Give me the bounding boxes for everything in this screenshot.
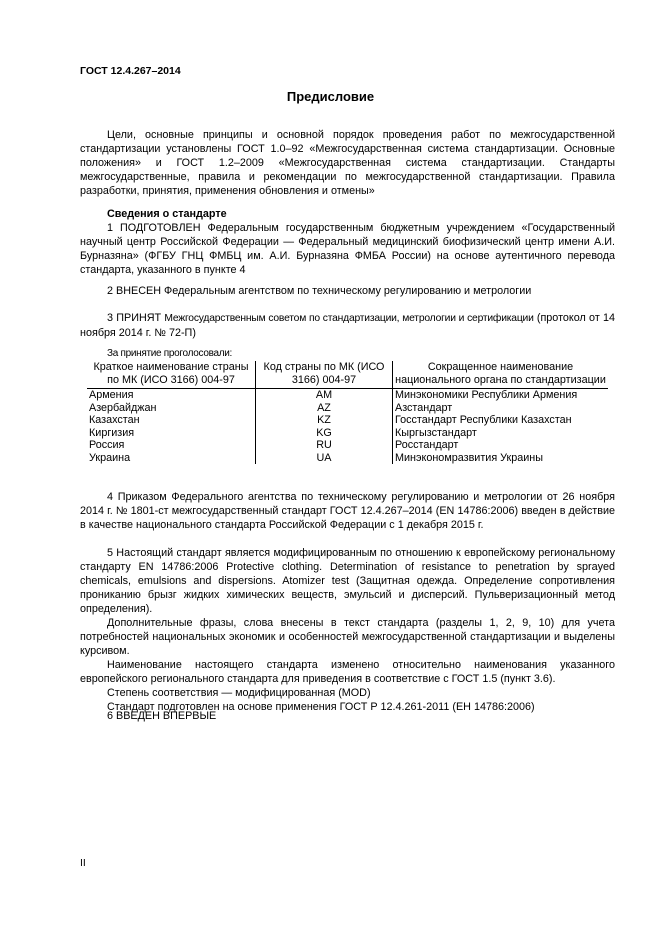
- cell-code: UA: [256, 452, 393, 465]
- item-modified-para-3: Наименование настоящего стандарта изменено относительно наименования указанного европейского регионального стандарта для приведения в соответствие с ГОСТ 1.5 (пункт 3.6).: [80, 659, 615, 685]
- item-modified-para-4: Степень соответствия — модифицированная (MOD): [107, 687, 371, 699]
- table-row: [87, 427, 608, 440]
- item-modified-para-1: 5 Настоящий стандарт является модифицированным по отношению к европейскому региональному стандарту EN 14786:2006 Protective clothing. Determination of resistance to penetration by sprayed chemicals, emulsions and dispersions. Atomizer test (Защитная одежда. Определение сопротивления прониканию брызг жидких химических веществ, эмульсий и дисперсий. Пульверизационный метод определения).: [80, 547, 615, 615]
- page-number: II: [80, 857, 86, 869]
- table-row: [87, 389, 608, 402]
- table-header-row: [87, 361, 608, 389]
- intro-paragraph: Цели, основные принципы и основной порядок проведения работ по межгосударственной стандартизации установлены ГОСТ 1.0–92 «Межгосударственная система стандартизации. Основные положения» и ГОСТ 1.2–2009 «Межгосударственная система стандартизации. Стандарты межгосударственные, правила и рекомендации по межгосударственной стандартизации. Правила разработки, принятия, применения обновления и отмены»: [80, 129, 615, 197]
- item-prepared: 1 ПОДГОТОВЛЕН Федеральным государственным бюджетным учреждением «Государственный научный центр Российской Федерации — Федеральный медицинский биофизический центр имени А.И. Бурназяна» (ФГБУ ГНЦ ФМБЦ им. А.И. Бурназяна ФМБА России) на основе аутентичного перевода стандарта, указанного в пункте 4: [80, 222, 615, 276]
- voted-label: За принятие проголосовали:: [107, 348, 233, 359]
- cell-country: Азербайджан: [87, 402, 256, 415]
- column-header-body: Сокращенное наименование национального органа по стандартизации: [393, 361, 609, 389]
- table-row: [87, 452, 608, 465]
- item-adopted-lead: 3 ПРИНЯТ: [107, 312, 162, 324]
- item-adopted-body: Межгосударственным советом по стандартизации, метрологии и сертификации: [164, 313, 534, 324]
- cell-country: Киргизия: [87, 427, 256, 440]
- cell-body: Росстандарт: [395, 439, 459, 451]
- item-introduced: 6 ВВЕДЕН ВПЕРВЫЕ: [107, 710, 217, 722]
- cell-country: Россия: [87, 439, 256, 452]
- item-enacted: 4 Приказом Федерального агентства по техническому регулированию и метрологии от 26 ноября 2014 г. № 1801-ст межгосударственный стандарт ГОСТ 12.4.267–2014 (EN 14786:2006) введен в действие в качестве национального стандарта Российской Федерации с 1 декабря 2015 г.: [80, 491, 615, 531]
- page-title: Предисловие: [286, 89, 375, 104]
- cell-code: AM: [256, 389, 393, 402]
- cell-body: Минэкономики Республики Армения: [395, 389, 578, 401]
- table-row: [87, 402, 608, 415]
- cell-code: KZ: [256, 414, 393, 427]
- voting-table: [87, 361, 608, 464]
- document-code: ГОСТ 12.4.267–2014: [80, 65, 181, 77]
- item-adopted-tail: (протокол от 14 ноября 2014 г. № 72-П): [80, 312, 615, 339]
- cell-body: Минэкономразвития Украины: [395, 451, 544, 464]
- standard-info-section: [80, 207, 615, 277]
- item-modified-para-2: Дополнительные фразы, слова внесены в текст стандарта (разделы 1, 2, 9, 10) для учета потребностей национальных экономик и особенностей межгосударственной стандартизации и выделены курсивом.: [80, 617, 615, 657]
- column-header-code: Код страны по МК (ИСО 3166) 004-97: [256, 361, 393, 389]
- cell-body: Азстандарт: [395, 401, 453, 414]
- cell-country: Казахстан: [87, 414, 256, 427]
- info-heading: Сведения о стандарте: [107, 208, 227, 220]
- column-header-country: Краткое наименование страны по МК (ИСО 3166) 004-97: [87, 361, 256, 389]
- table-row: [87, 439, 608, 452]
- item-adopted: [80, 311, 615, 340]
- cell-code: KG: [256, 427, 393, 440]
- cell-country: Украина: [87, 452, 256, 465]
- cell-body: Госстандарт Республики Казахстан: [395, 414, 572, 426]
- item-modified-section: [80, 546, 615, 714]
- cell-code: RU: [256, 439, 393, 452]
- cell-country: Армения: [87, 389, 256, 402]
- item-submitted: 2 ВНЕСЕН Федеральным агентством по техническому регулированию и метрологии: [107, 285, 532, 297]
- item-modified-para-5: Стандарт подготовлен на основе применения ГОСТ Р 12.4.261-2011 (ЕН 14786:2006): [107, 701, 535, 713]
- cell-code: AZ: [256, 402, 393, 415]
- cell-body: Кыргызстандарт: [395, 426, 477, 439]
- table-row: [87, 414, 608, 427]
